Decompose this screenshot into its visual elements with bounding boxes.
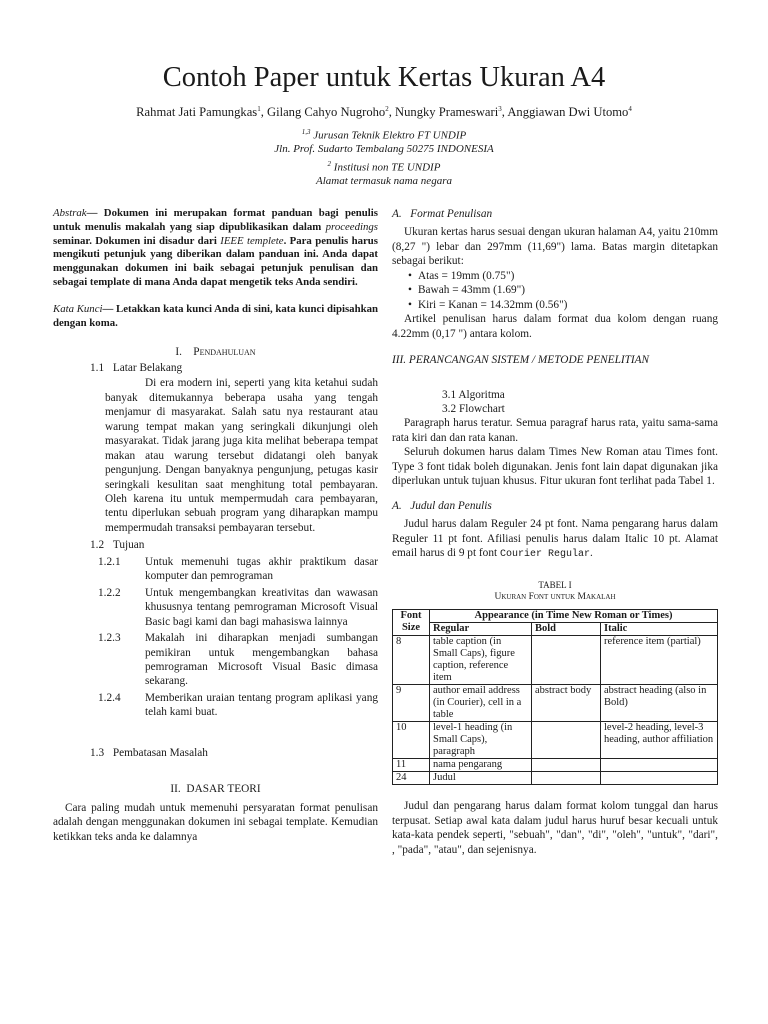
header-font: Font [400, 609, 422, 621]
goal-number: 1.2.3 [98, 632, 121, 645]
subsection-title: Judul dan Penulis [410, 499, 492, 512]
title-format-paragraph: Judul dan pengarang harus dalam format kolom tunggal dan harus terpusat. Setiap awal kata dalam judul harus huruf besar kecuali untuk kata-kata pendek seperti, "sebuah", "dan", "di", "oleh", "untuk", "dari", , "pada", "atau", dan sejenisnya. [392, 800, 718, 856]
table-cell: Judul [430, 772, 532, 785]
affiliation-text: Jurusan Teknik Elektro FT UNDIP [313, 129, 467, 142]
table-row [393, 759, 718, 772]
left-column [53, 207, 378, 844]
author-name: Anggiawan Dwi Utomo [507, 105, 629, 120]
subsection-3-2: 3.2 Flowchart [442, 402, 505, 415]
goal-item [98, 555, 378, 584]
table-cell: abstract body [532, 684, 601, 721]
subsection-number: 1.3 [90, 746, 105, 759]
goal-number: 1.2.4 [98, 691, 121, 704]
section-3-heading: III. PERANCANGAN SISTEM / METODE PENELITIAN [392, 354, 650, 367]
paragraph-text: . [589, 547, 593, 560]
table-cell: abstract heading (also in Bold) [601, 684, 718, 721]
table-row [393, 722, 718, 759]
author-list: Rahmat Jati Pamungkas$^1$, Gilang Cahyo Nugroho$^2$, Nungky Prameswari$^3$, Anggiawan Dwi Utomo$^4$ [136, 105, 632, 120]
author-name: Rahmat Jati Pamungkas [136, 105, 258, 120]
author-sup: 3 [498, 105, 502, 113]
table-header-appearance: Appearance (in Time New Roman or Times) [430, 609, 718, 622]
margin-item: • Bawah = 43mm (1.69") [408, 283, 718, 297]
goal-number: 1.2.2 [98, 586, 121, 599]
affiliation-2-line-2: Alamat termasuk nama negara [316, 175, 452, 187]
abstract-dash: — [86, 207, 104, 219]
affiliation-sup: 2 [327, 160, 332, 168]
subsection-label: A. [392, 499, 402, 512]
table-row [393, 772, 718, 785]
author-sup: 1 [257, 105, 261, 113]
header-size: Size [401, 621, 421, 633]
table-cell: 10 [393, 722, 430, 759]
font-paragraph: Seluruh dokumen harus dalam Times New Roman atau Times font. Type 3 font tidak boleh digunakan. Jenis font lain dapat digunakan jika diperlukan untuk tujuan khusus. Fitur ukuran font terlihat pada Tabel 1. [392, 446, 718, 488]
goal-text: Memberikan uraian tentang program aplikasi yang telah kami buat. [145, 691, 378, 719]
abstract-text: . Para penulis harus mengikuti petunjuk yang diberikan dalam panduan ini. Anda dapat menggunakan dokumen ini baik sebagai petunjuk penulisan dan sebagai template di mana Anda dapat mengetik teks Anda sendiri. [53, 234, 379, 289]
subsection-3-1: 3.1 Algoritma [442, 388, 505, 401]
table-cell: level-2 heading, level-3 heading, author affiliation [601, 722, 718, 759]
keywords-label: Kata Kunci [53, 302, 103, 315]
section-1-heading [53, 345, 378, 359]
affiliation-1-line-1 [0, 128, 768, 142]
table-header-font-size [393, 609, 430, 635]
table-subheader-row [393, 622, 718, 635]
subsection-1-1-heading [90, 361, 378, 375]
subsection-1-2-heading [90, 538, 378, 552]
goal-item [98, 631, 378, 689]
subsection-title: Pembatasan Masalah [112, 746, 208, 759]
right-column [392, 207, 718, 857]
goal-item [98, 586, 378, 629]
paragraph-text: Judul harus dalam Reguler 24 pt font. Nama pengarang harus dalam Reguler 11 pt font. Afiliasi penulis harus dalam Italic 10 pt. Alamat email harus di 9 pt font [392, 518, 718, 560]
font-size-table [392, 609, 718, 786]
subsection-label: A. [392, 208, 402, 220]
table-header-bold: Bold [532, 622, 601, 635]
subsection-title: Latar Belakang [112, 361, 183, 374]
subsection-number: 1.2 [90, 539, 105, 552]
table-cell [532, 635, 601, 684]
abstract-proceedings: proceedings [325, 220, 378, 233]
table-cell: table caption (in Small Caps), figure caption, reference item [430, 635, 532, 684]
table-cell: level-1 heading (in Small Caps), paragraph [430, 722, 532, 759]
table-cell [601, 772, 718, 785]
courier-text: Courier Regular [499, 549, 590, 561]
table-row [393, 635, 718, 684]
section-title: DASAR TEORI [186, 783, 261, 796]
paragraph-rule: Paragraph harus teratur. Semua paragraf harus rata, yaitu sama-sama rata kiri dan dan rata kanan. [392, 417, 718, 444]
margin-item: • Atas = 19mm (0.75") [408, 269, 718, 283]
background-paragraph: Di era modern ini, seperti yang kita ketahui sudah banyak ditemukannya beberapa usaha yang tengah menjamur di masyarakat. Salah satu nya restaurant atau warung tempat makan yang seringkali dikunjungi oleh masyarakat. Tidak jarang juga kita melihat beberapa tempat makan atau warung tersebut didatangi oleh banyak pengunjung. Dengan banyaknya pengunjung, petugas kasir seringkali kesulitan saat menghitung total pembayaran. Oleh karena itu untuk mempermudah cara pembayaran, tentu diperlukan sebuah program yang diharapkan mampu mempermudah transaksi pembayaran tersebut. [105, 377, 378, 534]
title-author-paragraph [392, 517, 718, 562]
table-cell: 9 [393, 684, 430, 721]
subsection-1-3-heading [90, 746, 378, 760]
margin-list [392, 269, 718, 312]
paper-size-paragraph: Ukuran kertas harus sesuai dengan ukuran halaman A4, yaitu 210mm (8,27 ") lebar dan 297mm (11,69") lama. Batas margin ditetapkan sebagai berikut: [392, 226, 718, 268]
theory-paragraph: Cara paling mudah untuk memenuhi persyaratan format penulisan adalah dengan menggunakan dokumen ini sebagai template. Kemudian ketikkan teks anda ke dalamnya [53, 801, 378, 843]
keywords [53, 303, 378, 331]
table-header-regular: Regular [430, 622, 532, 635]
table-cell: reference item (partial) [601, 635, 718, 684]
goal-item [98, 691, 378, 720]
goal-text: Makalah ini diharapkan menjadi sumbangan pemikiran untuk mengembangkan bahasa pemrograman Microsoft Visual Basic dimasa sekarang. [145, 632, 378, 688]
table-header-row [393, 609, 718, 622]
goal-text: Untuk mengembangkan kreativitas dan wawasan khususnya tentang pemrograman Microsoft Visual Basic bagi kami dan bagi mahasiswa lainnya [145, 586, 378, 628]
table-cell [601, 759, 718, 772]
table-header-italic: Italic [601, 622, 718, 635]
author-sup: 4 [628, 105, 632, 113]
abstract-text: Dokumen ini merupakan format panduan bagi penulis untuk menulis makalah yang siap dipublikasikan dalam [53, 207, 378, 233]
affiliation-2-line-1 [0, 160, 768, 174]
table-cell: nama pengarang [430, 759, 532, 772]
keywords-text: — Letakkan kata kunci Anda di sini, kata kunci dipisahkan dengan koma. [53, 302, 378, 329]
affiliation-text: Institusi non TE UNDIP [333, 161, 441, 174]
abstract [53, 207, 378, 290]
margin-item: • Kiri = Kanan = 14.32mm (0.56") [408, 298, 718, 312]
goal-number: 1.2.1 [98, 555, 121, 568]
section-2-heading [53, 782, 378, 796]
abstract-ieee: IEEE templete [220, 234, 284, 247]
abstract-label: Abstrak [53, 207, 87, 219]
table-cell [532, 722, 601, 759]
author-sup: 2 [385, 105, 389, 113]
table-cell: 11 [393, 759, 430, 772]
author-name: Gilang Cahyo Nugroho [266, 105, 386, 120]
goals-list [98, 555, 378, 720]
subsection-title: Tujuan [112, 539, 145, 552]
columns-paragraph: Artikel penulisan harus dalam format dua kolom dengan ruang 4.22mm (0,17 ") antara kolom. [392, 313, 718, 340]
table-cell: author email address (in Courier), cell in a table [430, 684, 532, 721]
paper-title: Contoh Paper untuk Kertas Ukuran A4 [162, 62, 606, 93]
author-name: Nungky Prameswari [395, 105, 499, 120]
table-cell: 24 [393, 772, 430, 785]
goal-text: Untuk memenuhi tugas akhir praktikum dasar komputer dan pemrograman [145, 555, 378, 583]
table-label: TABEL I [538, 579, 572, 590]
affiliation-1-line-2: Jln. Prof. Sudarto Tembalang 50275 INDONESIA [274, 143, 494, 155]
table-row [393, 684, 718, 721]
table-cell [532, 759, 601, 772]
affiliation-sup: 1,3 [301, 128, 311, 136]
abstract-text: seminar. Dokumen ini disadur dari [53, 234, 221, 247]
subsection-title: Format Penulisan [410, 208, 493, 220]
table-cell: 8 [393, 635, 430, 684]
subsection-number: 1.1 [90, 361, 105, 374]
table-cell [532, 772, 601, 785]
section-title: Pendahuluan [193, 345, 256, 358]
subsection-b-heading [392, 499, 718, 513]
section-number: II. [170, 783, 181, 796]
table-caption: Ukuran Font untuk Makalah [494, 592, 616, 603]
subsection-a-heading [392, 207, 718, 221]
section-number: I. [175, 345, 182, 358]
